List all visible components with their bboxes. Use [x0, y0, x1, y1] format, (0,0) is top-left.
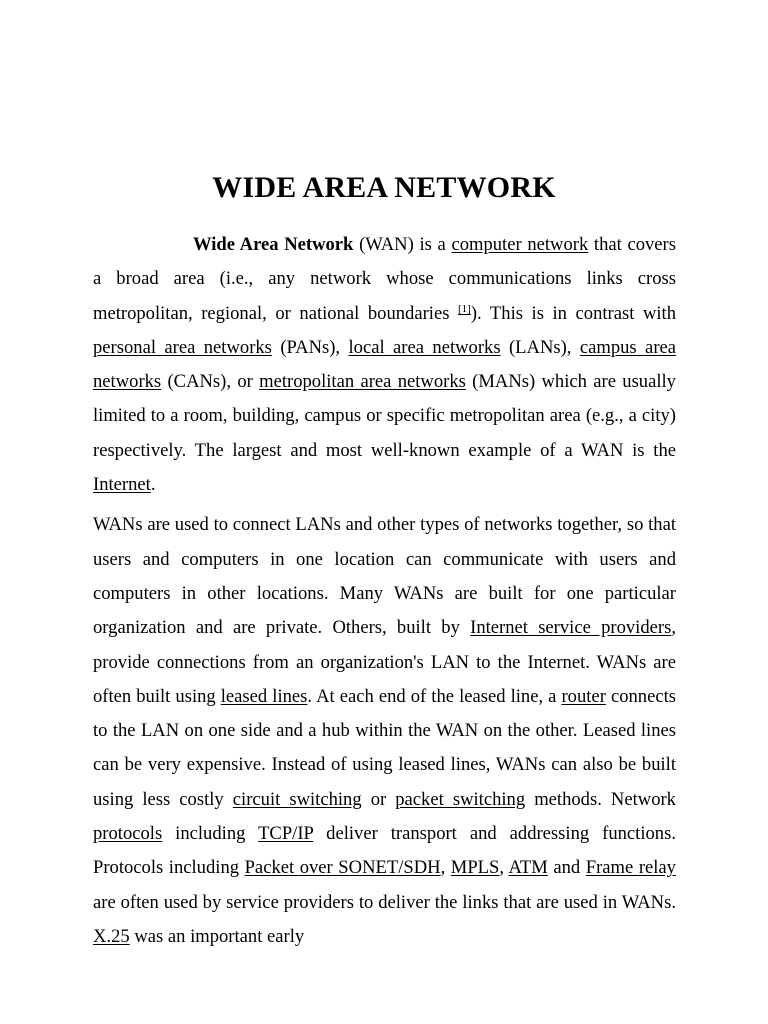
text-run: are often used by service providers to deliver the links that are used in WANs.	[93, 891, 676, 913]
text-run: connects to the LAN on one side and a hub within the WAN on the other. Leased lines can be very expensive. Instead of using leased lines, WANs can also be built using less costly	[93, 685, 676, 810]
link-campus-area-networks[interactable]: campus area networks	[93, 336, 677, 393]
link-atm[interactable]: ATM	[508, 857, 548, 879]
paragraph-intro	[93, 228, 676, 502]
text-run: including	[162, 823, 259, 845]
text-run: WANs are used to connect LANs and other types of networks together, so that users and computers in one location can communicate with users and computers in other locations. Many WANs are built for one particular organization and are private. Others, built by	[93, 514, 676, 639]
link-leased-lines[interactable]: leased lines	[220, 685, 308, 707]
text-run: methods. Network	[525, 788, 676, 810]
link-internet[interactable]: Internet	[93, 474, 151, 496]
text-run: or	[361, 788, 396, 810]
text-run: . At each end of the leased line, a	[307, 685, 562, 707]
link-computer-network[interactable]: computer network	[451, 234, 589, 255]
link-metropolitan-area-networks[interactable]: metropolitan area networks	[259, 371, 466, 393]
text-run: (PANs),	[271, 336, 349, 358]
text-run: deliver transport and addressing functions. Protocols including	[93, 823, 676, 879]
link-protocols[interactable]: protocols	[93, 823, 163, 845]
text-run: (MANs) which are usually limited to a room, building, campus or specific metropolitan area (e.g., a city) respectively. The largest and most well-known example of a WAN is the	[93, 371, 676, 461]
document-body	[93, 228, 676, 954]
link-tcp-ip[interactable]: TCP/IP	[258, 823, 314, 845]
paragraph-usage	[93, 508, 676, 954]
link-mpls[interactable]: MPLS	[450, 857, 500, 879]
link-x25[interactable]: X.25	[93, 925, 130, 947]
text-run: .	[150, 474, 156, 496]
wan-abbreviation: (WAN)	[353, 234, 414, 255]
text-run: and	[547, 857, 586, 879]
wan-term: Wide Area Network	[193, 234, 354, 255]
text-run: ,	[499, 857, 509, 879]
text-run: that covers a broad area (i.e., any network whose communications links cross metropolitan, regional, or national boundaries	[93, 234, 676, 324]
text-run: is a	[413, 234, 452, 255]
text-run: ). This is in contrast with	[470, 302, 676, 324]
link-local-area-networks[interactable]: local area networks	[348, 336, 501, 358]
text-run: (CANs), or	[161, 371, 260, 393]
link-circuit-switching[interactable]: circuit switching	[232, 788, 362, 810]
reference-1-link[interactable]: [1]	[458, 302, 471, 315]
text-run: ,	[440, 857, 451, 879]
link-frame-relay[interactable]: Frame relay	[585, 857, 676, 879]
text-run: , provide connections from an organization's LAN to the Internet. WANs are often built using	[93, 617, 676, 707]
text-run: was an important early	[129, 925, 305, 947]
text-run: (LANs),	[500, 336, 580, 358]
link-router[interactable]: router	[561, 685, 606, 707]
page-title: WIDE AREA NETWORK	[212, 171, 556, 204]
link-packet-switching[interactable]: packet switching	[395, 788, 526, 810]
link-internet-service-providers[interactable]: Internet service providers	[470, 617, 672, 639]
link-packet-over-sonet-sdh[interactable]: Packet over SONET/SDH	[244, 857, 441, 879]
link-personal-area-networks[interactable]: personal area networks	[93, 336, 272, 358]
